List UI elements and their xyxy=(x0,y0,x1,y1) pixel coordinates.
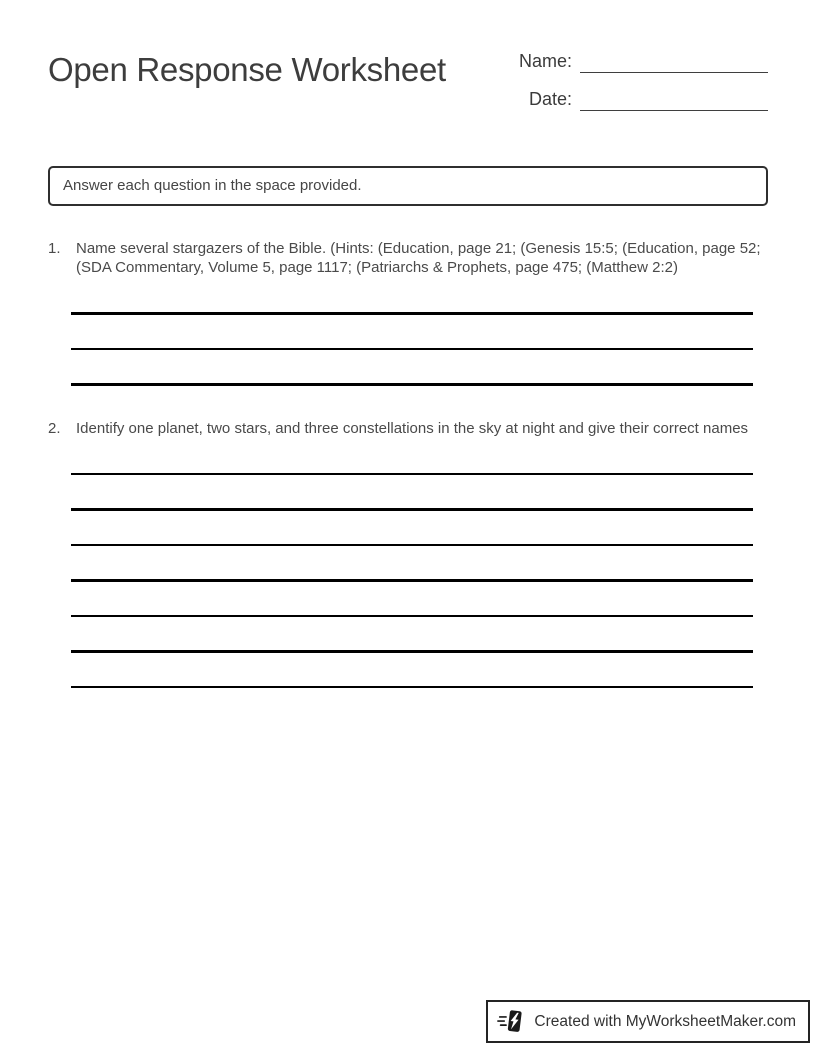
name-field-row xyxy=(510,48,768,73)
answer-line[interactable] xyxy=(71,686,753,689)
answer-line[interactable] xyxy=(71,615,753,618)
question-text: Name several stargazers of the Bible. (Hints: (Education, page 21; (Genesis 15:5; (Education, page 52; (SDA Commentary, Volume 5, page 1117; (Patriarchs & Prophets, page 475; (Matthew 2:2) xyxy=(76,240,761,276)
footer-credit-box[interactable] xyxy=(486,1000,810,1043)
instructions-box xyxy=(48,166,768,206)
answer-lines xyxy=(71,473,753,689)
question-head xyxy=(48,419,768,438)
date-label: Date: xyxy=(528,89,572,109)
date-input-line[interactable] xyxy=(580,86,768,111)
page-title: Open Response Worksheet xyxy=(48,51,446,88)
question-text: Identify one planet, two stars, and three constellations in the sky at night and give their correct names xyxy=(76,419,749,437)
name-label: Name: xyxy=(518,51,572,71)
name-date-block xyxy=(510,48,768,124)
question-head xyxy=(48,239,768,277)
answer-line[interactable] xyxy=(71,312,753,315)
header xyxy=(48,48,768,124)
date-field-row xyxy=(510,86,768,111)
answer-line[interactable] xyxy=(71,473,753,476)
answer-line[interactable] xyxy=(71,579,753,582)
instructions-text: Answer each question in the space provided. xyxy=(63,177,362,194)
worksheet-maker-logo-icon xyxy=(497,1007,526,1036)
answer-line[interactable] xyxy=(71,508,753,511)
answer-line[interactable] xyxy=(71,383,753,386)
answer-line[interactable] xyxy=(71,650,753,653)
answer-lines xyxy=(71,312,753,386)
question-number: 2. xyxy=(48,419,61,437)
answer-line[interactable] xyxy=(71,544,753,547)
answer-line[interactable] xyxy=(71,348,753,351)
question-number: 1. xyxy=(48,240,61,257)
question-block xyxy=(48,239,768,386)
footer-credit-text: Created with MyWorksheetMaker.com xyxy=(534,1012,796,1030)
name-input-line[interactable] xyxy=(580,48,768,73)
question-block xyxy=(48,419,768,689)
questions-list xyxy=(48,239,768,688)
